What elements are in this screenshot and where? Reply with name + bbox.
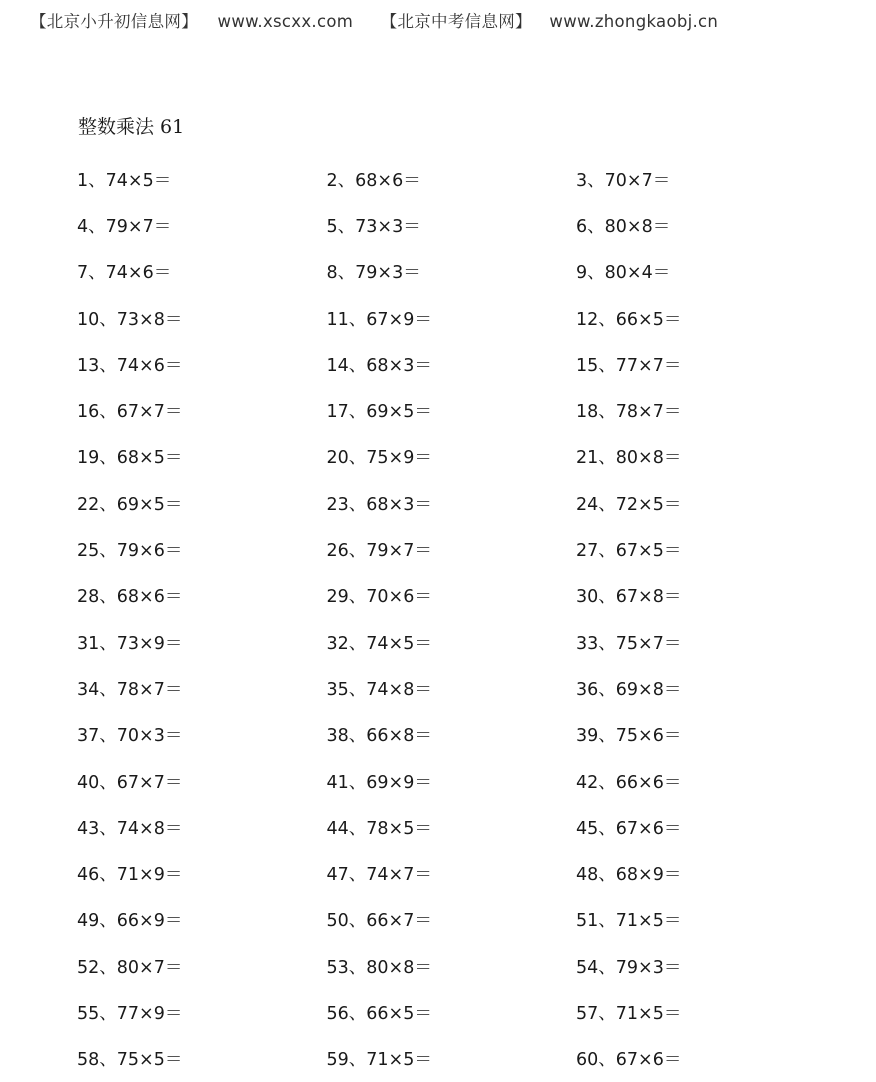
worksheet-title: 整数乘法 61	[78, 116, 185, 138]
problem-item: 19、68×5＝	[77, 448, 183, 469]
problem-row	[77, 804, 837, 850]
problem-row	[77, 526, 837, 572]
problem-item: 27、67×5＝	[576, 541, 682, 562]
problem-row	[77, 989, 837, 1035]
problem-item: 3、70×7＝	[576, 170, 671, 191]
problem-row	[77, 850, 837, 896]
problem-item: 50、66×7＝	[326, 911, 432, 932]
problem-item: 37、70×3＝	[77, 726, 183, 747]
problem-item: 17、69×5＝	[326, 402, 432, 423]
problem-row	[77, 434, 837, 480]
page-header	[30, 8, 718, 32]
header-site2-url[interactable]: www.zhongkaobj.cn	[549, 12, 719, 31]
problem-row	[77, 897, 837, 943]
problem-item: 49、66×9＝	[77, 911, 183, 932]
problem-item: 32、74×5＝	[326, 633, 432, 654]
problem-row	[77, 712, 837, 758]
problem-item: 20、75×9＝	[326, 448, 432, 469]
header-site1-url[interactable]: www.xscxx.com	[217, 12, 354, 31]
problem-item: 4、79×7＝	[77, 216, 172, 237]
problem-row	[77, 758, 837, 804]
problem-item: 44、78×5＝	[326, 818, 432, 839]
problem-item: 8、79×3＝	[326, 263, 421, 284]
problem-item: 48、68×9＝	[576, 865, 682, 886]
problem-row	[77, 480, 837, 526]
problem-item: 23、68×3＝	[326, 494, 432, 515]
problem-row	[77, 619, 837, 665]
problem-row	[77, 341, 837, 387]
problem-item: 28、68×6＝	[77, 587, 183, 608]
problem-item: 10、73×8＝	[77, 309, 183, 330]
header-site1-name: 【北京小升初信息网】	[30, 12, 198, 31]
problem-item: 18、78×7＝	[576, 402, 682, 423]
problem-item: 43、74×8＝	[77, 818, 183, 839]
problem-item: 31、73×9＝	[77, 633, 183, 654]
problem-item: 59、71×5＝	[326, 1050, 432, 1071]
problem-row	[77, 573, 837, 619]
problem-item: 51、71×5＝	[576, 911, 682, 932]
problem-item: 34、78×7＝	[77, 679, 183, 700]
problem-item: 26、79×7＝	[326, 541, 432, 562]
problem-item: 22、69×5＝	[77, 494, 183, 515]
problem-item: 42、66×6＝	[576, 772, 682, 793]
problem-item: 58、75×5＝	[77, 1050, 183, 1071]
problem-item: 13、74×6＝	[77, 355, 183, 376]
problem-item: 6、80×8＝	[576, 216, 671, 237]
problem-item: 38、66×8＝	[326, 726, 432, 747]
problem-item: 52、80×7＝	[77, 957, 183, 978]
problem-item: 39、75×6＝	[576, 726, 682, 747]
problem-item: 40、67×7＝	[77, 772, 183, 793]
problem-item: 25、79×6＝	[77, 541, 183, 562]
problem-row	[77, 156, 837, 202]
problem-item: 24、72×5＝	[576, 494, 682, 515]
problem-item: 46、71×9＝	[77, 865, 183, 886]
problem-item: 7、74×6＝	[77, 263, 172, 284]
problem-item: 5、73×3＝	[326, 216, 421, 237]
problem-row	[77, 665, 837, 711]
problem-item: 56、66×5＝	[326, 1003, 432, 1024]
problem-grid	[77, 156, 837, 1082]
problem-item: 9、80×4＝	[576, 263, 671, 284]
problem-item: 30、67×8＝	[576, 587, 682, 608]
problem-item: 36、69×8＝	[576, 679, 682, 700]
problem-item: 1、74×5＝	[77, 170, 172, 191]
problem-item: 2、68×6＝	[326, 170, 421, 191]
problem-item: 35、74×8＝	[326, 679, 432, 700]
problem-item: 14、68×3＝	[326, 355, 432, 376]
problem-item: 57、71×5＝	[576, 1003, 682, 1024]
problem-item: 60、67×6＝	[576, 1050, 682, 1071]
problem-row	[77, 943, 837, 989]
problem-item: 29、70×6＝	[326, 587, 432, 608]
problem-row	[77, 295, 837, 341]
problem-item: 12、66×5＝	[576, 309, 682, 330]
problem-item: 54、79×3＝	[576, 957, 682, 978]
problem-row	[77, 387, 837, 433]
problem-item: 16、67×7＝	[77, 402, 183, 423]
header-site2-name: 【北京中考信息网】	[380, 12, 532, 31]
problem-item: 15、77×7＝	[576, 355, 682, 376]
problem-row	[77, 249, 837, 295]
problem-item: 53、80×8＝	[326, 957, 432, 978]
problem-item: 11、67×9＝	[326, 309, 432, 330]
problem-item: 41、69×9＝	[326, 772, 432, 793]
problem-item: 33、75×7＝	[576, 633, 682, 654]
problem-item: 47、74×7＝	[326, 865, 432, 886]
problem-row	[77, 202, 837, 248]
problem-item: 55、77×9＝	[77, 1003, 183, 1024]
problem-item: 21、80×8＝	[576, 448, 682, 469]
problem-item: 45、67×6＝	[576, 818, 682, 839]
